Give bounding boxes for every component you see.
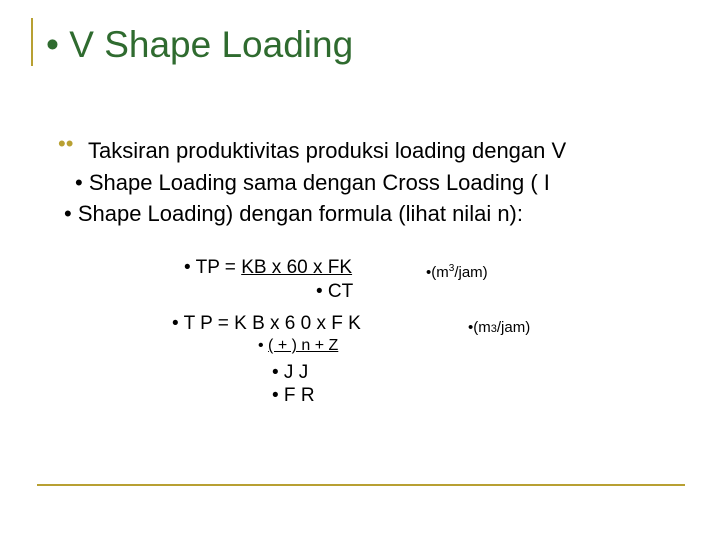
formula-2-denominator-line-2: • J J [272, 362, 309, 383]
formula-2-unit-suffix: /jam) [496, 319, 531, 336]
slide-title: • V Shape Loading [46, 24, 354, 65]
formula-2-numerator-text: K B x 6 0 x F K [234, 313, 361, 334]
formula-1-unit-prefix: •(m [426, 264, 449, 281]
formula-2-unit-exponent: 3 [490, 323, 497, 335]
paragraph-line-2: • Shape Loading sama dengan Cross Loading ( I [75, 170, 550, 195]
formula-1-numerator [184, 258, 352, 277]
formula-2-prefix: • T P = [172, 313, 235, 334]
formula-1-denominator: • CT [316, 281, 354, 302]
formula-2-unit-prefix: •(m [468, 319, 491, 336]
formula-1-numerator-text: KB x 60 x FK [241, 257, 353, 278]
formula-2-numerator [172, 314, 361, 333]
formula-2-denominator-line-3: • F R [272, 385, 315, 406]
paragraph-line-1: Taksiran produktivitas produksi loading dengan V [88, 138, 567, 163]
formula-1-unit-suffix: /jam) [454, 264, 488, 281]
formula-1-prefix: • TP = [184, 257, 242, 278]
formula-1-unit [426, 264, 488, 280]
formula-2-unit [468, 320, 530, 335]
bullet-icon: •• [58, 131, 74, 156]
formula-2-denominator-line-1 [258, 338, 338, 354]
formula-2-denominator-text: ( + ) n + Z [268, 337, 339, 354]
footer-divider [37, 484, 685, 486]
paragraph-line-3: • Shape Loading) dengan formula (lihat nilai n): [64, 201, 523, 226]
formula-2-denominator-bullet: • [258, 337, 269, 354]
formula-1-unit-exponent: 3 [448, 263, 455, 274]
title-accent-bar [31, 18, 33, 66]
